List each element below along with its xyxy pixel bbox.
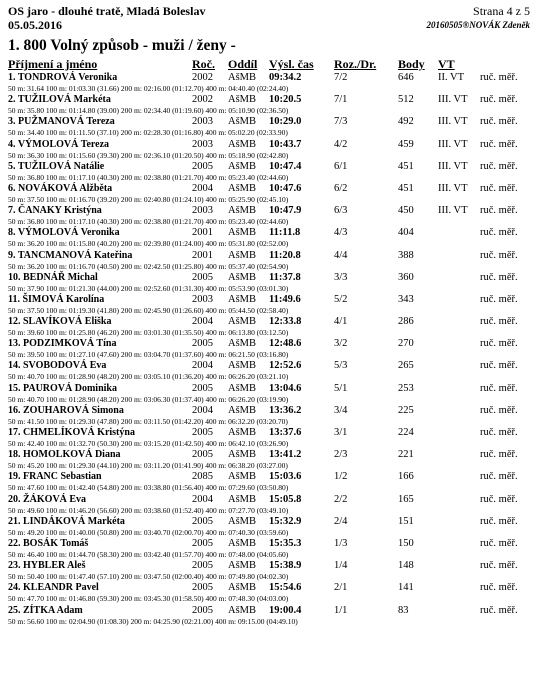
result-roz: 4/1 (334, 316, 348, 328)
result-club: AšMB (228, 360, 257, 372)
result-club: AšMB (228, 205, 257, 217)
result-club: AšMB (228, 604, 257, 616)
result-time: 10:47.4 (269, 160, 302, 172)
col-header-time: Výsl. čas (269, 57, 314, 71)
result-row (0, 383, 538, 405)
result-roz: 1/1 (334, 604, 348, 616)
result-note: ruč. měř. (480, 449, 518, 461)
result-name: 13. PODZIMKOVÁ Tína (8, 338, 117, 350)
result-name: 25. ZÍTKA Adam (8, 604, 83, 616)
result-note: ruč. měř. (480, 182, 518, 194)
result-splits: 50 m: 42.40 100 m: 01:32.70 (50.30) 200 m: 03:15.20 (01:42.50) 400 m: 06:42.10 (03:26.90) (8, 439, 289, 448)
result-body: 141 (398, 582, 414, 594)
result-note: ruč. měř. (480, 360, 518, 372)
result-roz: 2/4 (334, 515, 348, 527)
result-note: ruč. měř. (480, 471, 518, 483)
result-name: 8. VÝMOLOVÁ Veronika (8, 227, 120, 239)
result-club: AšMB (228, 427, 257, 438)
result-name: 18. HOMOLKOVÁ Diana (8, 449, 121, 461)
result-time: 13:41.2 (269, 449, 302, 461)
result-roz: 5/2 (334, 293, 348, 305)
result-body: 221 (398, 449, 414, 461)
result-splits: 50 m: 36.80 100 m: 01:17.10 (40.30) 200 m: 02:38.80 (01:21.70) 400 m: 05:23.40 (02:44.60) (8, 217, 289, 227)
result-year: 2004 (192, 404, 213, 416)
result-roz: 3/2 (334, 338, 348, 350)
result-time: 15:35.3 (269, 537, 302, 549)
result-time: 12:52.6 (269, 360, 302, 372)
result-club: AšMB (228, 94, 257, 106)
result-roz: 6/1 (334, 160, 348, 172)
result-time: 19:00.4 (269, 604, 302, 616)
result-note: ruč. měř. (480, 582, 518, 594)
col-header-body: Body (398, 57, 425, 71)
generated-by: 20160505®NOVÁK Zdeněk (426, 20, 530, 30)
result-time: 10:20.5 (269, 94, 302, 106)
result-name: 24. KLEANDR Pavel (8, 582, 99, 594)
result-body: 225 (398, 404, 414, 416)
result-club: AšMB (228, 338, 257, 350)
result-year: 2003 (192, 116, 213, 128)
result-year: 2005 (192, 537, 213, 549)
result-name: 23. HYBLER Aleš (8, 560, 86, 572)
result-name: 9. TANCMANOVÁ Kateřina (8, 249, 133, 261)
result-year: 2004 (192, 182, 213, 194)
result-year: 2001 (192, 227, 213, 239)
result-body: 286 (398, 316, 414, 328)
result-year: 2002 (192, 94, 213, 106)
event-name: OS jaro - dlouhé tratě, Mladá Boleslav (8, 4, 206, 18)
event-date: 05.05.2016 (8, 18, 62, 32)
result-club: AšMB (228, 537, 257, 549)
result-body: 459 (398, 138, 414, 150)
result-year: 2005 (192, 560, 213, 572)
result-roz: 2/1 (334, 582, 348, 594)
result-club: AšMB (228, 182, 257, 194)
result-row (0, 183, 538, 205)
result-name: 22. BOSÁK Tomáš (8, 537, 89, 549)
result-body: 151 (398, 515, 414, 527)
result-year: 2004 (192, 493, 213, 505)
result-year: 2005 (192, 449, 213, 461)
result-time: 15:05.8 (269, 493, 302, 505)
result-year: 2005 (192, 160, 213, 172)
result-body: 388 (398, 249, 414, 261)
result-roz: 4/3 (334, 227, 348, 239)
result-time: 13:36.2 (269, 404, 302, 416)
result-name: 4. VÝMOLOVÁ Tereza (8, 138, 110, 150)
col-header-roz: Roz./Dr. (334, 57, 377, 71)
result-note: ruč. měř. (480, 116, 518, 128)
result-year: 2005 (192, 604, 213, 616)
result-note: ruč. měř. (480, 537, 518, 549)
result-splits: 50 m: 56.60 100 m: 02:04.90 (01:08.30) 200 m: 04:25.90 (02:21.00) 400 m: 09:15.00 (04:49.10) (8, 616, 298, 626)
result-club: AšMB (228, 249, 257, 261)
result-vt: III. VT (438, 138, 468, 150)
result-name: 7. ČANAKY Kristýna (8, 205, 102, 217)
result-splits: 50 m: 49.60 100 m: 01:46.20 (56.60) 200 m: 03:38.60 (01:52.40) 400 m: 07:27.70 (03:49.10) (8, 505, 289, 515)
result-year: 2005 (192, 271, 213, 283)
result-name: 1. TONDROVÁ Veronika (8, 72, 118, 83)
result-club: AšMB (228, 316, 257, 328)
result-body: 224 (398, 427, 414, 438)
result-splits: 50 m: 37.50 100 m: 01:16.70 (39.20) 200 m: 02:40.80 (01:24.10) 400 m: 05:25.90 (02:45.10) (8, 194, 289, 204)
result-row (0, 250, 538, 272)
result-body: 512 (398, 94, 414, 106)
result-club: AšMB (228, 515, 257, 527)
result-roz: 1/2 (334, 471, 348, 483)
result-time: 11:37.8 (269, 271, 301, 283)
col-header-name: Příjmení a jméno (8, 57, 98, 71)
result-club: AšMB (228, 227, 257, 239)
results-list (0, 72, 538, 627)
result-roz: 3/4 (334, 404, 348, 416)
result-name: 15. PAUROVÁ Dominika (8, 382, 117, 394)
result-row (0, 427, 538, 449)
col-header-club: Oddíl (228, 57, 258, 71)
result-year: 2003 (192, 293, 213, 305)
result-vt: III. VT (438, 94, 468, 106)
result-vt: III. VT (438, 205, 468, 217)
result-splits: 50 m: 46.40 100 m: 01:44.70 (58.30) 200 m: 03:42.40 (01:57.70) 400 m: 07:48.00 (04:05.60) (8, 549, 289, 559)
result-year: 2001 (192, 249, 213, 261)
result-row (0, 494, 538, 516)
result-splits: 50 m: 36.20 100 m: 01:16.70 (40.50) 200 m: 02:42.50 (01:25.80) 400 m: 05:37.40 (02:54.90) (8, 261, 289, 271)
result-vt: II. VT (438, 72, 465, 83)
result-roz: 2/3 (334, 449, 348, 461)
result-row (0, 227, 538, 249)
result-time: 10:43.7 (269, 138, 302, 150)
result-roz: 6/3 (334, 205, 348, 217)
result-note: ruč. měř. (480, 160, 518, 172)
result-row (0, 405, 538, 427)
result-note: ruč. měř. (480, 338, 518, 350)
result-name: 14. SVOBODOVÁ Eva (8, 360, 107, 372)
result-note: ruč. měř. (480, 205, 518, 217)
result-year: 2003 (192, 138, 213, 150)
result-note: ruč. měř. (480, 271, 518, 283)
event-header (8, 4, 205, 32)
result-row (0, 72, 538, 94)
result-time: 13:04.6 (269, 382, 302, 394)
result-time: 10:47.9 (269, 205, 302, 217)
result-note: ruč. měř. (480, 515, 518, 527)
result-year: 2002 (192, 72, 213, 83)
result-note: ruč. měř. (480, 227, 518, 239)
result-row (0, 316, 538, 338)
result-body: 148 (398, 560, 414, 572)
result-splits: 50 m: 39.50 100 m: 01:27.10 (47.60) 200 m: 03:04.70 (01:37.60) 400 m: 06:21.50 (03:16.80) (8, 350, 289, 360)
result-club: AšMB (228, 404, 257, 416)
result-note: ruč. měř. (480, 493, 518, 505)
result-row (0, 294, 538, 316)
result-club: AšMB (228, 160, 257, 172)
result-club: AšMB (228, 493, 257, 505)
result-roz: 7/2 (334, 72, 348, 83)
result-name: 17. CHMELÍKOVÁ Kristýna (8, 427, 135, 438)
result-name: 10. BEDNÁŘ Michal (8, 271, 98, 283)
result-name: 3. PUŽMANOVÁ Tereza (8, 116, 115, 128)
result-time: 15:03.6 (269, 471, 302, 483)
result-splits: 50 m: 47.60 100 m: 01:42.40 (54.80) 200 m: 03:38.80 (01:56.40) 400 m: 07:29.60 (03:50.80) (8, 483, 289, 493)
result-roz: 3/3 (334, 271, 348, 283)
result-body: 404 (398, 227, 414, 239)
result-body: 451 (398, 160, 414, 172)
result-vt: III. VT (438, 182, 468, 194)
result-splits: 50 m: 37.90 100 m: 01:21.30 (44.00) 200 m: 02:52.60 (01:31.30) 400 m: 05:53.90 (03:01.30) (8, 283, 289, 293)
result-splits: 50 m: 40.70 100 m: 01:28.90 (48.20) 200 m: 03:05.10 (01:36.20) 400 m: 06:26.20 (03:21.10) (8, 372, 289, 382)
result-row (0, 605, 538, 627)
page-number: Strana 4 z 5 (473, 4, 530, 18)
result-row (0, 560, 538, 582)
result-roz: 5/3 (334, 360, 348, 372)
result-body: 253 (398, 382, 414, 394)
race-title: 1. 800 Volný způsob - muži / ženy - (8, 37, 236, 54)
result-time: 15:32.9 (269, 515, 302, 527)
result-year: 2003 (192, 205, 213, 217)
result-splits: 50 m: 40.70 100 m: 01:28.90 (48.20) 200 m: 03:06.30 (01:37.40) 400 m: 06:26.20 (03:19.90) (8, 394, 289, 404)
result-roz: 1/4 (334, 560, 348, 572)
result-row (0, 94, 538, 116)
result-note: ruč. měř. (480, 604, 518, 616)
result-roz: 4/2 (334, 138, 348, 150)
result-club: AšMB (228, 382, 257, 394)
col-header-vt: VT (438, 57, 455, 71)
result-time: 13:37.6 (269, 427, 302, 438)
result-year: 2004 (192, 316, 213, 328)
result-time: 10:29.0 (269, 116, 302, 128)
result-roz: 5/1 (334, 382, 348, 394)
result-splits: 50 m: 35.80 100 m: 01:14.80 (39.00) 200 m: 02:34.40 (01:19.60) 400 m: 05:10.90 (02:36.50) (8, 106, 289, 116)
result-club: AšMB (228, 582, 257, 594)
result-club: AšMB (228, 138, 257, 150)
result-year: 2005 (192, 382, 213, 394)
result-row (0, 449, 538, 471)
result-splits: 50 m: 37.50 100 m: 01:19.30 (41.80) 200 m: 02:45.90 (01:26.60) 400 m: 05:44.50 (02:58.40) (8, 305, 289, 315)
result-note: ruč. měř. (480, 316, 518, 328)
result-note: ruč. měř. (480, 427, 518, 438)
result-row (0, 360, 538, 382)
result-splits: 50 m: 47.70 100 m: 01:46.80 (59.30) 200 m: 03:45.30 (01:58.50) 400 m: 07:48.30 (04:03.00) (8, 594, 289, 604)
result-club: AšMB (228, 449, 257, 461)
result-roz: 6/2 (334, 182, 348, 194)
result-year: 2005 (192, 515, 213, 527)
result-splits: 50 m: 39.60 100 m: 01:25.80 (46.20) 200 m: 03:01.30 (01:35.50) 400 m: 06:13.80 (03:12.50) (8, 328, 289, 338)
result-name: 16. ZOUHAROVÁ Simona (8, 404, 124, 416)
result-row (0, 338, 538, 360)
result-note: ruč. měř. (480, 94, 518, 106)
result-name: 5. TUŽILOVÁ Natálie (8, 160, 105, 172)
result-row (0, 582, 538, 604)
result-name: 19. FRANC Sebastian (8, 471, 102, 483)
result-splits: 50 m: 36.20 100 m: 01:15.80 (40.20) 200 m: 02:39.80 (01:24.00) 400 m: 05:31.80 (02:52.00) (8, 239, 289, 249)
result-club: AšMB (228, 471, 257, 483)
result-body: 492 (398, 116, 414, 128)
result-time: 15:54.6 (269, 582, 302, 594)
result-body: 166 (398, 471, 414, 483)
result-vt: III. VT (438, 116, 468, 128)
result-body: 83 (398, 604, 409, 616)
result-row (0, 272, 538, 294)
result-body: 150 (398, 537, 414, 549)
result-splits: 50 m: 49.20 100 m: 01:40.00 (50.80) 200 m: 03:40.70 (02:00.70) 400 m: 07:40.30 (03:59.60) (8, 527, 289, 537)
result-roz: 7/3 (334, 116, 348, 128)
result-club: AšMB (228, 293, 257, 305)
result-club: AšMB (228, 116, 257, 128)
result-roz: 4/4 (334, 249, 348, 261)
result-roz: 3/1 (334, 427, 348, 438)
result-year: 2005 (192, 427, 213, 438)
result-row (0, 161, 538, 183)
result-splits: 50 m: 34.40 100 m: 01:11.50 (37.10) 200 m: 02:28.30 (01:16.80) 400 m: 05:02.20 (02:33.90) (8, 128, 288, 138)
result-row (0, 516, 538, 538)
result-name: 11. ŠIMOVÁ Karolína (8, 293, 105, 305)
result-roz: 2/2 (334, 493, 348, 505)
result-club: AšMB (228, 72, 257, 83)
result-row (0, 205, 538, 227)
result-row (0, 471, 538, 493)
result-time: 10:47.6 (269, 182, 302, 194)
result-note: ruč. měř. (480, 560, 518, 572)
result-note: ruč. měř. (480, 138, 518, 150)
result-body: 343 (398, 293, 414, 305)
result-splits: 50 m: 36.80 100 m: 01:17.10 (40.30) 200 m: 02:38.80 (01:21.70) 400 m: 05:23.40 (02:44.60) (8, 172, 289, 182)
result-body: 165 (398, 493, 414, 505)
result-note: ruč. měř. (480, 382, 518, 394)
result-body: 360 (398, 271, 414, 283)
result-splits: 50 m: 41.50 100 m: 01:29.30 (47.80) 200 m: 03:11.50 (01:42.20) 400 m: 06:32.20 (03:20.70) (8, 416, 288, 426)
result-club: AšMB (228, 560, 257, 572)
result-time: 09:34.2 (269, 72, 302, 83)
result-body: 451 (398, 182, 414, 194)
result-time: 15:38.9 (269, 560, 302, 572)
result-row (0, 116, 538, 138)
result-body: 646 (398, 72, 414, 83)
result-note: ruč. měř. (480, 72, 518, 83)
result-body: 450 (398, 205, 414, 217)
result-time: 11:11.8 (269, 227, 301, 239)
result-splits: 50 m: 36.30 100 m: 01:15.60 (39.30) 200 m: 02:36.10 (01:20.50) 400 m: 05:18.90 (02:42.80) (8, 150, 289, 160)
result-note: ruč. měř. (480, 249, 518, 261)
result-name: 6. NOVÁKOVÁ Alžběta (8, 182, 113, 194)
result-roz: 1/3 (334, 537, 348, 549)
result-name: 20. ŽÁKOVÁ Eva (8, 493, 87, 505)
result-time: 11:49.6 (269, 293, 301, 305)
result-row (0, 538, 538, 560)
result-row (0, 139, 538, 161)
result-year: 2085 (192, 471, 213, 483)
result-year: 2005 (192, 582, 213, 594)
result-vt: III. VT (438, 160, 468, 172)
result-body: 265 (398, 360, 414, 372)
result-roz: 7/1 (334, 94, 348, 106)
result-body: 270 (398, 338, 414, 350)
result-year: 2004 (192, 360, 213, 372)
result-name: 21. LINDÁKOVÁ Markéta (8, 515, 125, 527)
result-name: 12. SLAVÍKOVÁ Eliška (8, 316, 112, 328)
result-name: 2. TUŽILOVÁ Markéta (8, 94, 111, 106)
page-header (427, 4, 530, 32)
col-header-year: Roč. (192, 57, 215, 71)
result-time: 12:48.6 (269, 338, 302, 350)
result-splits: 50 m: 50.40 100 m: 01:47.40 (57.10) 200 m: 03:47.50 (02:00.40) 400 m: 07:49.80 (04:02.30) (8, 572, 289, 582)
result-time: 11:20.8 (269, 249, 301, 261)
result-club: AšMB (228, 271, 257, 283)
result-splits: 50 m: 31.64 100 m: 01:03.30 (31.66) 200 m: 02:16.00 (01:12.70) 400 m: 04:40.40 (02:24.40) (8, 84, 289, 93)
result-note: ruč. měř. (480, 293, 518, 305)
result-year: 2005 (192, 338, 213, 350)
result-note: ruč. měř. (480, 404, 518, 416)
result-time: 12:33.8 (269, 316, 302, 328)
result-splits: 50 m: 45.20 100 m: 01:29.30 (44.10) 200 m: 03:11.20 (01:41.90) 400 m: 06:38.20 (03:27.00) (8, 461, 288, 471)
